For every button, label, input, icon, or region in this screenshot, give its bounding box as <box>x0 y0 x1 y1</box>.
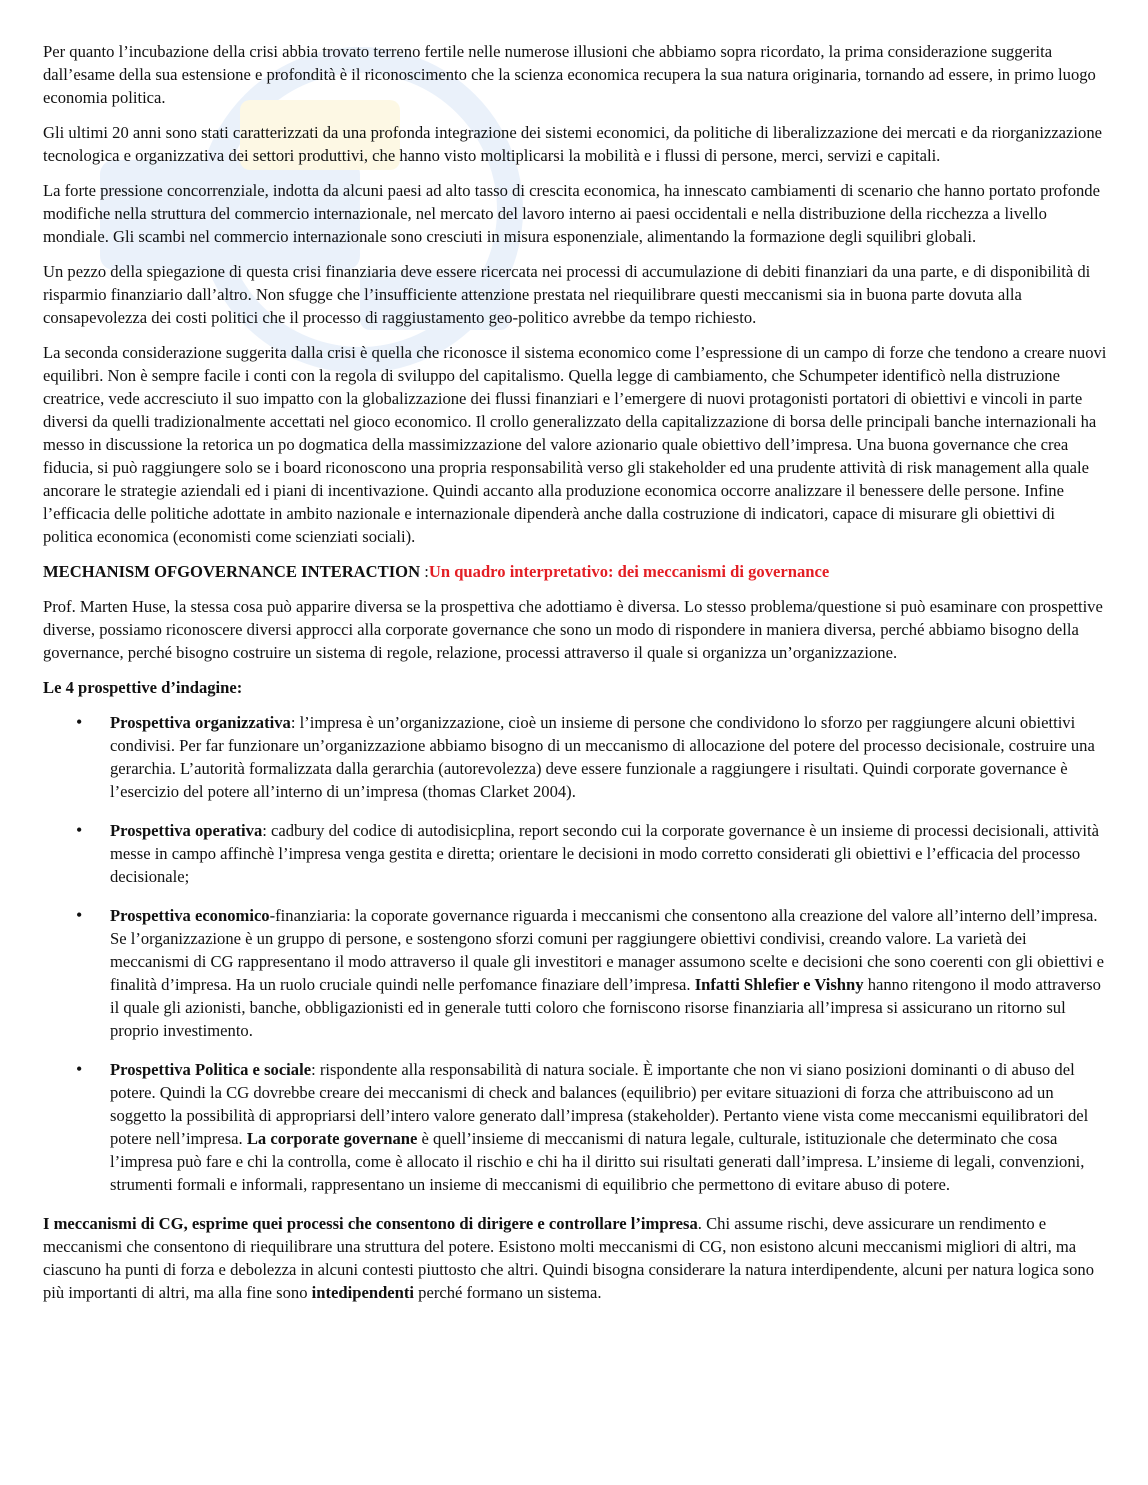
section-heading-subtitle: Un quadro interpretativo: dei meccanismi di governance <box>428 562 830 581</box>
perspective-text: : l’impresa è un’organizzazione, cioè un insieme di persone che condividono lo sforzo per raggiungere alcuni obiettivi condivisi. Per far funzionare un’organizzazione abbiamo bisogno di un meccanismo di allocazione del potere del processo decisionale, costruire una gerarchia. L’autorità formalizzata dalla gerarchia (autorevolezza) deve essere funzionale a raggiungere i risultati. Quindi corporate governance è l’esercizio del potere all’interno di un’impresa (thomas Clarket 2004). <box>110 713 1095 801</box>
list-item <box>43 711 1107 803</box>
bullet-icon: • <box>76 1059 83 1079</box>
paragraph-competitive-pressure: La forte pressione concorrenziale, indotta da alcuni paesi ad alto tasso di crescita economica, ha innescato cambiamenti di scenario che hanno portato profonde modifiche nella struttura del commercio internazionale, nel mercato del lavoro interno ai paesi occidentali e nella distribuzione della ricchezza a livello mondiale. Gli scambi nel commercio internazionale sono cresciuti in misura esponenziale, alimentando la formazione degli squilibri globali. <box>43 181 1100 246</box>
closing-emphasis: intedipendenti <box>311 1283 415 1302</box>
closing-text: . Chi assume rischi, deve assicurare un rendimento e meccanismi che consentono di riequilibrare una struttura del potere. Esistono molti meccanismi di CG, non esistono alcuni meccanismi migliori di altri, ma ciascuno ha punti di forza e debolezza in alcuni contesti piuttosto che altri. Quindi bisogna considerare la natura interdipendente, alcuni per natura logica sono più importanti di altri, ma alla fine sono <box>43 1214 1095 1302</box>
paragraph-last-20-years: Gli ultimi 20 anni sono stati caratterizzati da una profonda integrazione dei sistemi economici, da politiche di liberalizzazione dei mercati e da riorganizzazione tecnologica e organizzativa dei settori produttivi, che hanno visto moltiplicarsi la mobilità e i flussi di persone, merci, servizi e capitali. <box>43 123 1102 165</box>
perspective-name: Prospettiva organizzativa <box>110 713 291 732</box>
perspectives-title <box>43 676 1107 699</box>
closing-text-end: perché formano un sistema. <box>414 1283 602 1302</box>
perspective-text: : cadbury del codice di autodisicplina, report secondo cui la corporate governance è un insieme di processi decisionali, attività messe in campo affinchè l’impresa venga gestita e diretta; orientare le decisioni in modo corretto considerati gli obiettivi e l’efficacia del processo decisionale; <box>110 821 1100 886</box>
perspective-emphasis: La corporate governane <box>246 1129 418 1148</box>
perspective-name: Prospettiva economico <box>110 906 270 925</box>
list-item <box>43 1058 1107 1196</box>
section-heading-separator: : <box>420 562 429 581</box>
paragraph-financial-crisis-explanation: Un pezzo della spiegazione di questa crisi finanziaria deve essere ricercata nei processi di accumulazione di debiti finanziari da una parte, e di disponibilità di risparmio finanziario dall’altro. Non sfugge che l’insufficiente attenzione prestata nel riequilibrare questi meccanismi sia in buona parte dovuta alla consapevolezza dei costi politici che il processo di raggiustamento geo-politico avrebbe da tempo richiesto. <box>43 262 1091 327</box>
perspectives-list <box>43 711 1107 1196</box>
section-heading-title: MECHANISM OFGOVERNANCE INTERACTION <box>43 562 421 581</box>
perspective-text-continued: hanno ritengono il modo attraverso il quale gli azionisti, banche, obbligazionisti ed in generale tutti coloro che forniscono risorse finanziaria all’impresa si assicurano un ritorno sul proprio investimento. <box>110 975 1101 1040</box>
perspective-text-continued: è quell’insieme di meccanismi di natura legale, culturale, istituzionale che determinato che cosa l’impresa può fare e chi la controlla, come è allocato il rischio e chi ha il diritto sui risultati generati dall’impresa. L’insieme di legali, convenzioni, strumenti formali e informali, rappresentano un insieme di meccanismi di equilibrio che permettono di evitare abuso di potere. <box>110 1129 1085 1194</box>
perspective-text: : rispondente alla responsabilità di natura sociale. È importante che non vi siano posizioni dominanti o di abuso del potere. Quindi la CG dovrebbe creare dei meccanismi di check and balances (equilibrio) per evitare situazioni di forza che attribuiscono ad un soggetto la possibilità di appropriarsi dell’intero valore generato dall’impresa (stakeholder). Pertanto viene vista come meccanismi equilibratori del potere nell’impresa. <box>110 1060 1089 1148</box>
paragraph-huse: Prof. Marten Huse, la stessa cosa può apparire diversa se la prospettiva che adottiamo è diversa. Lo stesso problema/questione si può esaminare con prospettive diverse, possiamo riconoscere diversi approcci alla corporate governance che sono un modo di rispondere in maniera diversa, perché abbiamo bisogno della governance, perché bisogno costruire un sistema di regole, relazione, processi attraverso il quale si organizza un’organizzazione. <box>43 597 1103 662</box>
perspectives-title-text: Le 4 prospettive d’indagine: <box>43 678 243 697</box>
paragraph-closing <box>43 1212 1107 1304</box>
perspective-name: Prospettiva Politica e sociale <box>110 1060 312 1079</box>
perspective-name: Prospettiva operativa <box>110 821 263 840</box>
closing-bold-lead: I meccanismi di CG, esprime quei processi che consentono di dirigere e controllare l’impresa <box>43 1214 698 1233</box>
bullet-icon: • <box>76 820 83 840</box>
document-page <box>43 40 1107 1316</box>
perspective-emphasis: Infatti Shlefier e Vishny <box>694 975 864 994</box>
paragraph-crisis-incubation: Per quanto l’incubazione della crisi abbia trovato terreno fertile nelle numerose illusioni che abbiamo sopra ricordato, la prima considerazione suggerita dall’esame della sua estensione e profondità è il riconoscimento che la scienza economica recupera la sua natura originaria, tornando ad essere, in primo luogo economia politica. <box>43 42 1096 107</box>
list-item <box>43 819 1107 888</box>
paragraph-second-consideration: La seconda considerazione suggerita dalla crisi è quella che riconosce il sistema economico come l’espressione di un campo di forze che tendono a creare nuovi equilibri. Non è sempre facile i conti con la regola di sviluppo del capitalismo. Quella legge di cambiamento, che Schumpeter identificò nella distruzione creatrice, vede accresciuto il suo impatto con la globalizzazione dei flussi finanziari e l’emergere di nuovi protagonisti portatori di obiettivi e vincoli in parte diversi da quelli tradizionalmente accettati nel gioco economico. Il crollo generalizzato della capitalizzazione di borsa delle principali banche internazionali ha messo in discussione la retorica un po dogmatica della massimizzazione del valore azionario quale obiettivo dell’impresa. Una buona governance che crea fiducia, si può raggiungere solo se i board riconoscono una propria responsabilità verso gli stakeholder ed una prudente attività di risk management alla quale ancorare le strategie aziendali ed i piani di incentivazione. Quindi accanto alla produzione economica occorre analizzare il benessere delle persone. Infine l’efficacia delle politiche adottate in ambito nazionale e internazionale dipenderà anche dalla costruzione di indicatori, capace di misurare gli obiettivi di politica economica (economisti come scienziati sociali). <box>43 343 1107 546</box>
perspective-text: -finanziaria: la coporate governance riguarda i meccanismi che consentono alla creazione del valore all’interno dell’impresa. Se l’organizzazione è un gruppo di persone, e sostengono sforzi comuni per raggiungere obiettivi condivisi, creando valore. La varietà dei meccanismi di CG rappresentano il modo attraverso il quale gli investitori e manager assumono scelte e decisioni che sono coerenti con gli obiettivi e finalità d’impresa. Ha un ruolo cruciale quindi nelle perfomance finaziare dell’impresa. <box>110 906 1104 994</box>
list-item <box>43 904 1107 1042</box>
bullet-icon: • <box>76 905 83 925</box>
bullet-icon: • <box>76 712 83 732</box>
section-heading <box>43 560 1107 583</box>
